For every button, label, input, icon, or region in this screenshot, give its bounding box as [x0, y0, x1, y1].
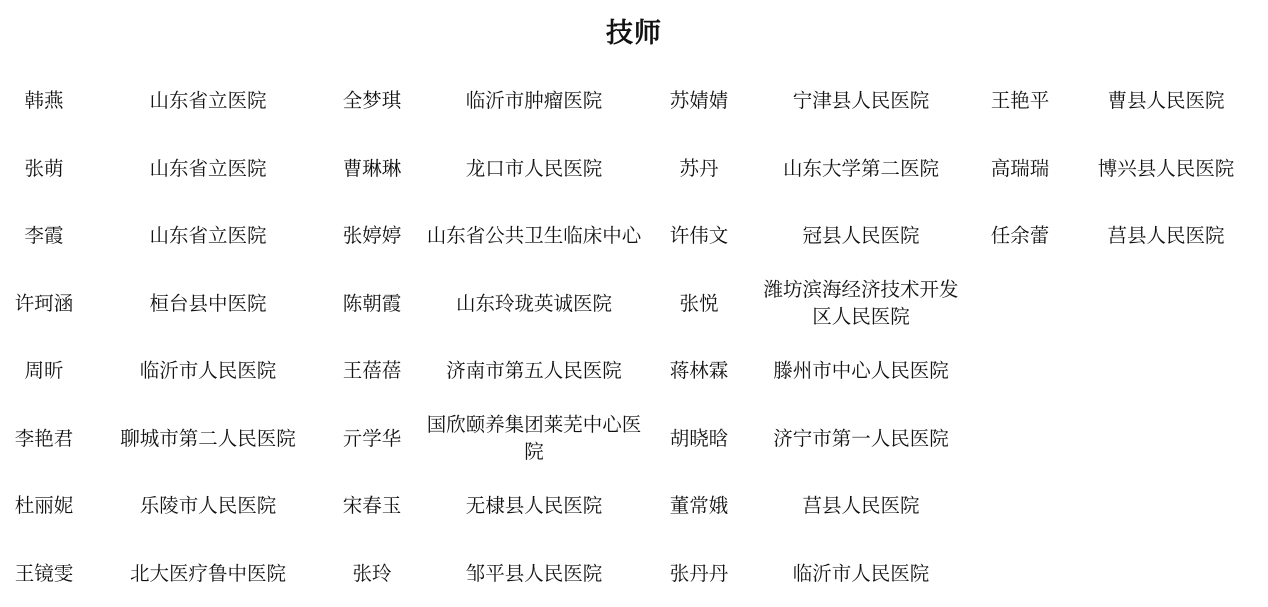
- technician-name: 蒋林霖: [652, 337, 746, 405]
- table-row: [0, 472, 1268, 540]
- table-row: [0, 202, 1268, 270]
- technician-name: 张悦: [652, 270, 746, 338]
- hospital-name: 龙口市人民医院: [416, 135, 652, 203]
- hospital-name: 莒县人民医院: [746, 472, 976, 540]
- technician-name: 韩燕: [0, 67, 88, 135]
- hospital-name: 国欣颐养集团莱芜中心医院: [416, 405, 652, 473]
- table-row: [0, 405, 1268, 473]
- technician-name: 周昕: [0, 337, 88, 405]
- hospital-name: 山东玲珑英诚医院: [416, 270, 652, 338]
- hospital-name: 无棣县人民医院: [416, 472, 652, 540]
- hospital-name: 宁津县人民医院: [746, 67, 976, 135]
- technician-name: 许珂涵: [0, 270, 88, 338]
- technician-name: 苏丹: [652, 135, 746, 203]
- hospital-name: 临沂市肿瘤医院: [416, 67, 652, 135]
- technician-roster-table: [0, 67, 1268, 607]
- technician-name: 董常娥: [652, 472, 746, 540]
- technician-name: 任余蕾: [976, 202, 1064, 270]
- hospital-name: 乐陵市人民医院: [88, 472, 328, 540]
- technician-name: 胡晓晗: [652, 405, 746, 473]
- technician-name: [976, 472, 1064, 540]
- hospital-name: 聊城市第二人民医院: [88, 405, 328, 473]
- technician-name: 苏婧婧: [652, 67, 746, 135]
- technician-name: 王艳平: [976, 67, 1064, 135]
- hospital-name: 山东省立医院: [88, 202, 328, 270]
- technician-name: 许伟文: [652, 202, 746, 270]
- hospital-name: 济宁市第一人民医院: [746, 405, 976, 473]
- hospital-name: 滕州市中心人民医院: [746, 337, 976, 405]
- technician-name: 王蓓蓓: [328, 337, 416, 405]
- table-row: [0, 337, 1268, 405]
- hospital-name: 山东省立医院: [88, 135, 328, 203]
- hospital-name: 济南市第五人民医院: [416, 337, 652, 405]
- technician-name: 张玲: [328, 540, 416, 607]
- hospital-name: 莒县人民医院: [1064, 202, 1268, 270]
- roster-body: [0, 67, 1268, 607]
- hospital-name: 潍坊滨海经济技术开发区人民医院: [746, 270, 976, 338]
- technician-name: [976, 270, 1064, 338]
- technician-name: [976, 337, 1064, 405]
- table-row: [0, 270, 1268, 338]
- hospital-name: [1064, 337, 1268, 405]
- hospital-name: 山东省公共卫生临床中心: [416, 202, 652, 270]
- hospital-name: 邹平县人民医院: [416, 540, 652, 607]
- technician-name: 李霞: [0, 202, 88, 270]
- technician-name: [976, 540, 1064, 607]
- hospital-name: 博兴县人民医院: [1064, 135, 1268, 203]
- technician-name: 杜丽妮: [0, 472, 88, 540]
- hospital-name: 北大医疗鲁中医院: [88, 540, 328, 607]
- hospital-name: 山东大学第二医院: [746, 135, 976, 203]
- hospital-name: 山东省立医院: [88, 67, 328, 135]
- technician-name: 全梦琪: [328, 67, 416, 135]
- technician-name: 张婷婷: [328, 202, 416, 270]
- hospital-name: 冠县人民医院: [746, 202, 976, 270]
- table-row: [0, 67, 1268, 135]
- technician-name: 高瑞瑞: [976, 135, 1064, 203]
- page-title: 技师: [0, 14, 1268, 54]
- technician-name: 王镜雯: [0, 540, 88, 607]
- hospital-name: 曹县人民医院: [1064, 67, 1268, 135]
- hospital-name: 桓台县中医院: [88, 270, 328, 338]
- hospital-name: 临沂市人民医院: [746, 540, 976, 607]
- technician-name: 张丹丹: [652, 540, 746, 607]
- hospital-name: 临沂市人民医院: [88, 337, 328, 405]
- hospital-name: [1064, 540, 1268, 607]
- hospital-name: [1064, 472, 1268, 540]
- hospital-name: [1064, 405, 1268, 473]
- technician-name: 亓学华: [328, 405, 416, 473]
- technician-name: 宋春玉: [328, 472, 416, 540]
- technician-name: 陈朝霞: [328, 270, 416, 338]
- technician-name: 张萌: [0, 135, 88, 203]
- table-row: [0, 540, 1268, 607]
- technician-name: 李艳君: [0, 405, 88, 473]
- hospital-name: [1064, 270, 1268, 338]
- table-row: [0, 135, 1268, 203]
- technician-name: 曹琳琳: [328, 135, 416, 203]
- technician-name: [976, 405, 1064, 473]
